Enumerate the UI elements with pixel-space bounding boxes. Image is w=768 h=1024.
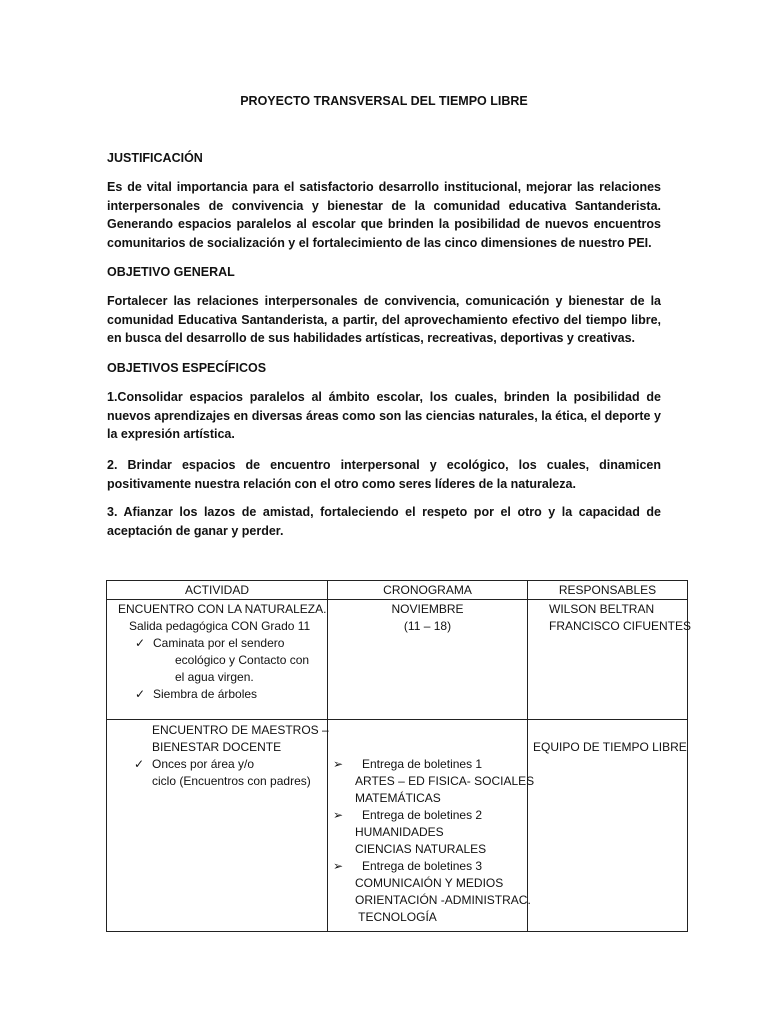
row2-cronograma-cell [328, 720, 535, 932]
boletin-2-label: Entrega de boletines 2 [362, 808, 483, 822]
boletin-1-label: Entrega de boletines 1 [362, 757, 483, 771]
row2-actividad-title-1: ENCUENTRO DE MAESTROS – [152, 723, 329, 737]
objetivo-especifico-1: 1.Consolidar espacios paralelos al ámbito escolar, los cuales, brinden la posibilidad de nuevos aprendizajes en diversas áreas como son las ciencias naturales, la ética, el deporte y la expresión artística. [107, 390, 661, 442]
row1-check1-line3: el agua virgen. [175, 670, 254, 684]
objetivos-especificos-heading: OBJETIVOS ESPECÍFICOS [107, 361, 267, 375]
objetivo-especifico-2: 2. Brindar espacios de encuentro interpersonal y ecológico, los cuales, dinamicen positivamente nuestra relación con el otro como seres líderes de la naturaleza. [107, 458, 661, 491]
row1-cronograma-cell [328, 600, 528, 720]
row1-check1-line2: ecológico y Contacto con [175, 653, 310, 667]
boletin-2-line2: CIENCIAS NATURALES [355, 842, 487, 856]
row1-cronograma-dates: (11 – 18) [403, 619, 452, 633]
boletin-3-line1: COMUNICAIÓN Y MEDIOS [355, 876, 504, 890]
row2-boletin-2 [328, 807, 527, 824]
row1-check-item-2 [107, 686, 327, 703]
row2-check-item-1 [107, 756, 327, 773]
row2-check1-text: Onces por área y/o [152, 757, 255, 771]
row2-actividad-cell [107, 720, 328, 932]
justificacion-heading: JUSTIFICACIÓN [107, 151, 203, 165]
document-title: PROYECTO TRANSVERSAL DEL TIEMPO LIBRE [240, 94, 528, 108]
objetivo-general-text: Fortalecer las relaciones interpersonales de convivencia, comunicación y bienestar de la comunidad Educativa Santanderista, a partir, del aprovechamiento efectivo del tiempo libre, en busca del desarrollo de sus habilidades artísticas, recreativas, deportivas y creativas. [107, 294, 661, 346]
objetivo-general-heading: OBJETIVO GENERAL [107, 265, 235, 279]
row1-actividad-cell [107, 600, 328, 720]
justificacion-text: Es de vital importancia para el satisfactorio desarrollo institucional, mejorar las relaciones interpersonales de convivencia y bienestar de la comunidad educativa Santanderista. Generando espacios paralelos al escolar que brinden la posibilidad de nuevos encuentros comunitarios de socialización y el fortalecimiento de las cinco dimensiones de nuestro PEI. [107, 180, 661, 251]
row2-boletin-3 [328, 858, 527, 875]
activities-table [106, 580, 692, 932]
row2-responsables-cell [528, 720, 688, 932]
row1-actividad-title: ENCUENTRO CON LA NATURALEZA. [118, 602, 327, 616]
table-row [107, 600, 688, 720]
row2-check1-cont: ciclo (Encuentros con padres) [152, 774, 311, 788]
row1-cronograma-month: NOVIEMBRE [391, 602, 464, 616]
header-actividad: ACTIVIDAD [107, 581, 328, 600]
boletin-3-label: Entrega de boletines 3 [362, 859, 483, 873]
boletin-3-line3: TECNOLOGÍA [355, 910, 437, 924]
row1-responsable-2: FRANCISCO CIFUENTES [549, 619, 692, 633]
header-cronograma: CRONOGRAMA [328, 581, 528, 600]
row1-actividad-subtitle: Salida pedagógica CON Grado 11 [129, 619, 311, 633]
table-header-row [107, 581, 688, 600]
boletin-2-line1: HUMANIDADES [355, 825, 444, 839]
check1-line1: Caminata por el sendero [153, 636, 285, 650]
objetivo-especifico-3: 3. Afianzar los lazos de amistad, fortaleciendo el respeto por el otro y la capacidad de aceptación de ganar y perder. [107, 505, 661, 538]
check2-text: Siembra de árboles [153, 687, 258, 701]
row1-responsable-1: WILSON BELTRAN [549, 602, 655, 616]
header-responsables: RESPONSABLES [528, 581, 688, 600]
boletin-1-line1: ARTES – ED FISICA- SOCIALES [355, 774, 535, 788]
row1-check-item-1 [107, 635, 327, 652]
table-row [107, 720, 688, 932]
row1-responsables-cell [528, 600, 692, 720]
row2-actividad-title-2: BIENESTAR DOCENTE [152, 740, 282, 754]
boletin-1-line2: MATEMÁTICAS [355, 791, 441, 805]
row2-responsable: EQUIPO DE TIEMPO LIBRE [533, 740, 687, 754]
row2-boletin-1 [328, 756, 527, 773]
boletin-3-line2: ORIENTACIÓN -ADMINISTRAC. [355, 893, 531, 907]
